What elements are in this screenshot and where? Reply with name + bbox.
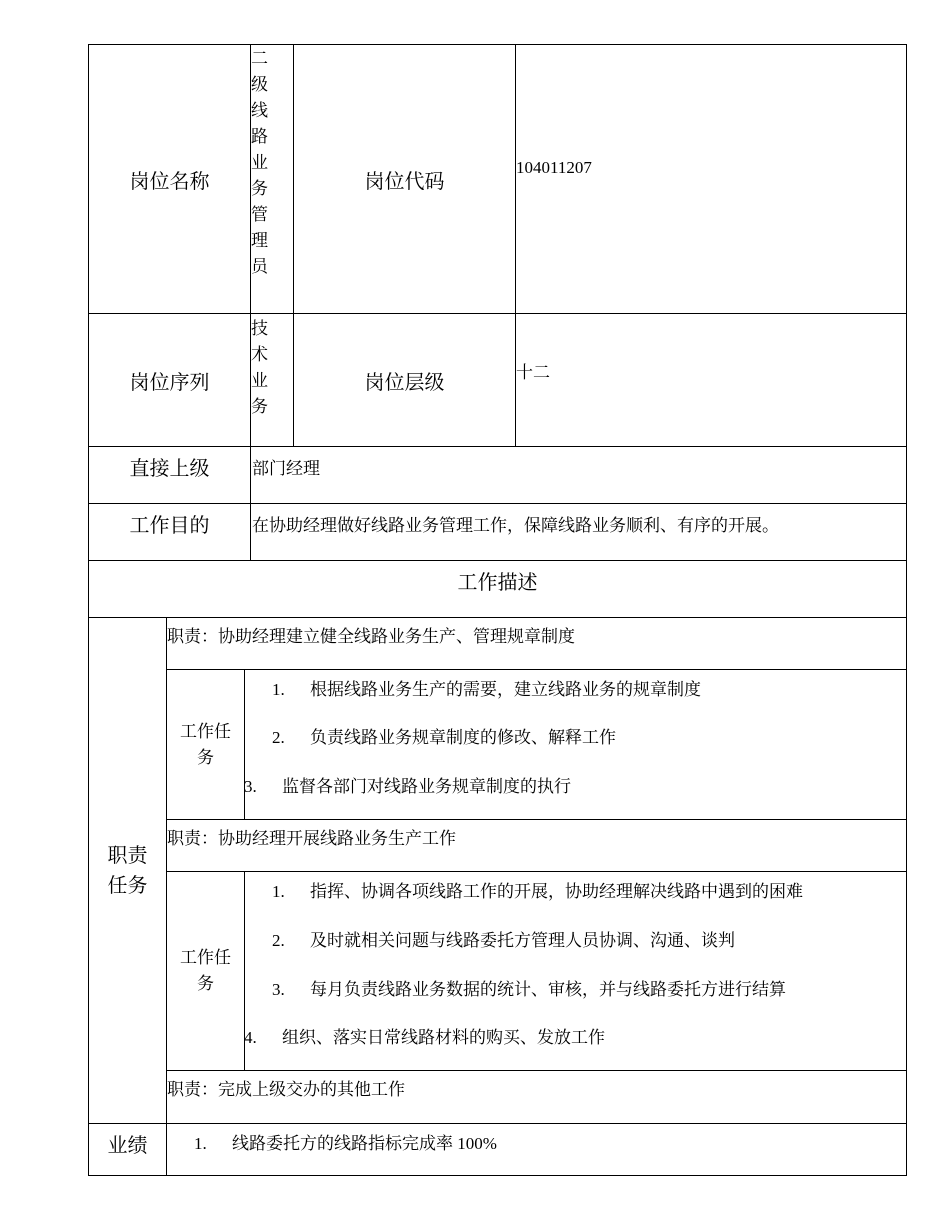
tasks-label-text: 工作任务 bbox=[180, 721, 231, 767]
tasks-label bbox=[167, 872, 244, 1070]
task-number: 1. bbox=[272, 680, 285, 699]
task-text: 指挥、协调各项线路工作的开展，协助经理解决线路中遇到的困难 bbox=[310, 882, 803, 901]
task-number: 1. bbox=[272, 882, 285, 901]
task-number: 3. bbox=[244, 777, 257, 796]
duty-title: 职责：完成上级交办的其他工作 bbox=[167, 1080, 405, 1099]
position-name-value: 二级线路业务管理员 bbox=[251, 49, 268, 276]
col-divider bbox=[515, 44, 516, 446]
duty-divider bbox=[166, 819, 907, 820]
task-text: 负责线路业务规章制度的修改、解释工作 bbox=[310, 728, 616, 747]
position-level-value: 十二 bbox=[516, 363, 550, 382]
duty-title: 职责：协助经理建立健全线路业务生产、管理规章制度 bbox=[167, 627, 575, 646]
task-number: 4. bbox=[244, 1028, 257, 1047]
task-text: 及时就相关问题与线路委托方管理人员协调、沟通、谈判 bbox=[310, 931, 735, 950]
task-text: 监督各部门对线路业务规章制度的执行 bbox=[282, 777, 571, 796]
task-item bbox=[272, 723, 616, 748]
duty-title: 职责：协助经理开展线路业务生产工作 bbox=[167, 829, 456, 848]
work-description-header: 工作描述 bbox=[457, 572, 538, 594]
task-item bbox=[244, 772, 571, 797]
direct-superior-value: 部门经理 bbox=[252, 459, 320, 478]
position-level-label: 岗位层级 bbox=[364, 371, 445, 394]
position-name-label: 岗位名称 bbox=[129, 170, 210, 193]
tasks-label-text: 工作任务 bbox=[180, 948, 231, 993]
position-code-value: 104011207 bbox=[516, 158, 592, 177]
task-item bbox=[272, 926, 735, 951]
duties-label bbox=[89, 618, 166, 1123]
row-divider bbox=[88, 1123, 907, 1124]
task-number: 2. bbox=[272, 931, 285, 950]
position-code-label: 岗位代码 bbox=[364, 170, 445, 193]
row-divider bbox=[88, 560, 907, 561]
duty-divider bbox=[166, 871, 907, 872]
task-item bbox=[272, 675, 701, 700]
work-purpose-value: 在协助经理做好线路业务管理工作，保障线路业务顺利、有序的开展。 bbox=[252, 516, 779, 535]
task-item bbox=[272, 975, 786, 1000]
position-sequence-label: 岗位序列 bbox=[129, 371, 210, 394]
duty-divider bbox=[166, 1070, 907, 1071]
row-divider bbox=[88, 503, 907, 504]
table-border-right bbox=[906, 44, 907, 1176]
table-border-bottom bbox=[88, 1175, 907, 1176]
performance-number: 1. bbox=[194, 1134, 207, 1153]
direct-superior-label: 直接上级 bbox=[129, 458, 210, 480]
row-divider bbox=[88, 617, 907, 618]
work-purpose-label: 工作目的 bbox=[129, 515, 210, 537]
tasks-label bbox=[167, 670, 244, 819]
performance-text: 线路委托方的线路指标完成率 100% bbox=[232, 1134, 497, 1153]
task-item bbox=[244, 1023, 605, 1048]
duty-divider bbox=[166, 669, 907, 670]
position-sequence-value: 技术业务 bbox=[251, 319, 268, 416]
duties-label-text: 职责任务 bbox=[107, 844, 148, 897]
row-divider bbox=[88, 446, 907, 447]
performance-label: 业绩 bbox=[107, 1135, 148, 1157]
task-number: 3. bbox=[272, 980, 285, 999]
task-number: 2. bbox=[272, 728, 285, 747]
task-text: 组织、落实日常线路材料的购买、发放工作 bbox=[282, 1028, 605, 1047]
task-item bbox=[272, 877, 803, 902]
performance-item bbox=[194, 1129, 497, 1154]
task-text: 每月负责线路业务数据的统计、审核，并与线路委托方进行结算 bbox=[310, 980, 786, 999]
task-text: 根据线路业务生产的需要，建立线路业务的规章制度 bbox=[310, 680, 701, 699]
